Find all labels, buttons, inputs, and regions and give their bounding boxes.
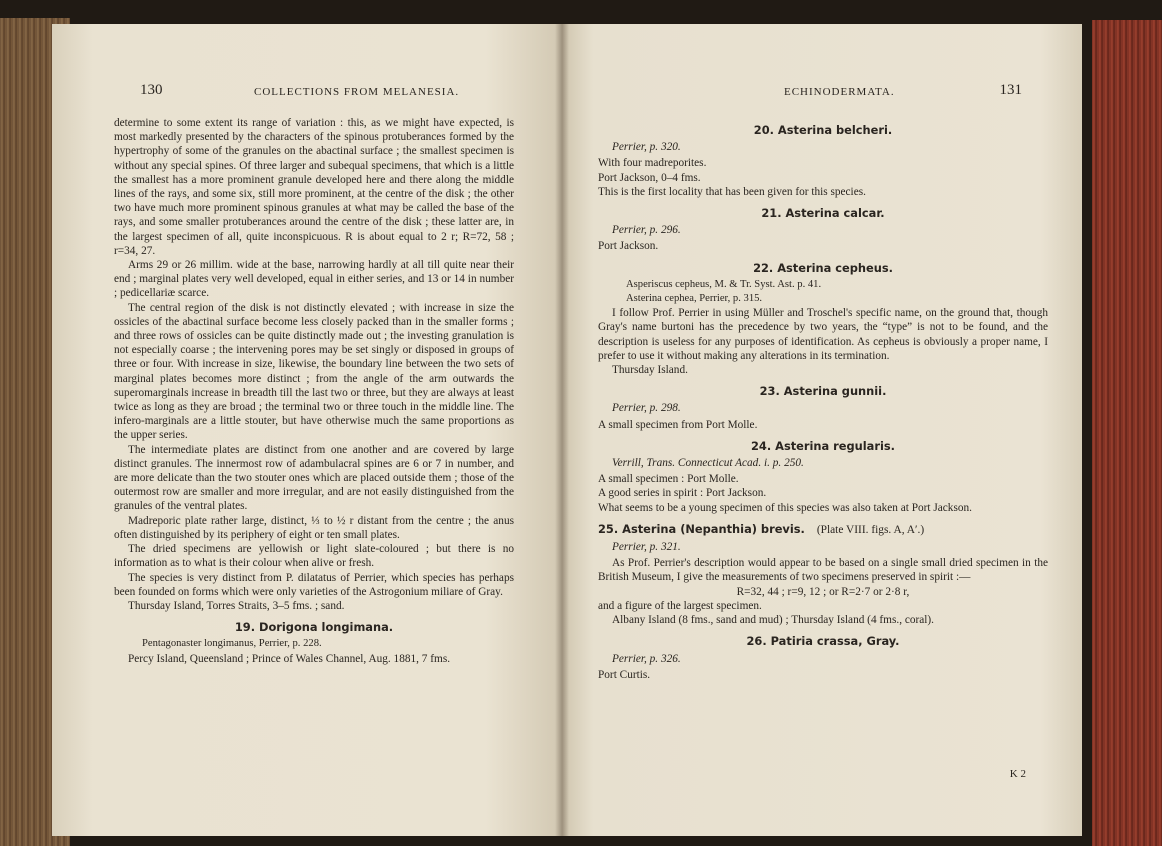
locality: Port Jackson. — [598, 240, 659, 253]
paragraph: The dried specimens are yellowish or light slate-coloured ; but there is no information as to what is their colour when alive or fresh. — [114, 543, 514, 570]
line: This is the first locality that has been given for this species. — [598, 185, 866, 198]
section-title: 25. Asterina (Nepanthia) brevis. — [598, 521, 805, 536]
reference: Perrier, p. 298. — [612, 402, 681, 415]
paragraph: determine to some extent its range of variation : this, as we might have expected, is most markedly presented by the characters of the spinous protuberances formed by the hypertrophy of some of the granules on the abactinal surface ; the smallest specimen is without any special spines. Of three larger and subequal specimens, that which is a little the smallest has a more prominent granule developed here and there along the middle lines of the rays, and some six, still more prominent, at the centre of the disk ; the other two have much more prominent spinous granules at what may be called the base of the rays, and some smaller protuberances around the centre of the disk ; these latter are, in the largest specimen of all, quite inconspicuous. R is about equal to 2 r; R=72, 58 ; r=34, 27. — [114, 117, 514, 257]
page-number: 130 — [140, 82, 163, 98]
section-heading: 24. Asterina regularis. — [750, 438, 896, 453]
locality: A small specimen from Port Molle. — [598, 418, 758, 431]
locality: Percy Island, Queensland ; Prince of Wales Channel, Aug. 1881, 7 fms. — [128, 652, 451, 665]
book-gutter — [555, 24, 569, 836]
line: With four madreporites. — [598, 157, 707, 170]
page-number: 131 — [999, 82, 1022, 98]
section-heading: 19. Dorigona longimana. — [234, 620, 394, 635]
section-heading: 26. Patiria crassa, Gray. — [746, 634, 900, 649]
right-page-edges — [1092, 20, 1162, 846]
paragraph: As Prof. Perrier's description would appear to be based on a single small dried specimen in the British Museum, I give the measurements of two specimens preserved in spirit :— — [598, 557, 1048, 584]
locality: Albany Island (8 fms., sand and mud) ; Thursday Island (4 fms., coral). — [612, 614, 934, 627]
paragraph: I follow Prof. Perrier in using Müller and Troschel's specific name, on the ground that, though Gray's name burtoni has the precedence by two years, the “type” is not to be found, and the description is useless for any purposes of identification. As cepheus is obviously a proper name, I prefer to use it without making any alterations in its termination. — [598, 307, 1048, 362]
reference: Perrier, p. 296. — [612, 224, 681, 237]
section-heading: 20. Asterina belcheri. — [753, 123, 893, 137]
text-column — [598, 116, 1048, 682]
locality: Thursday Island. — [612, 364, 688, 377]
paragraph: The intermediate plates are distinct from one another and are covered by large distinct granules. The innermost row of adambulacral spines are 6 or 7 in number, and are more delicate than the two stouter ones which are placed outside them ; those of the outermost row are smaller and more irregular, and are not easily distinguished from the granules of the ventral plates. — [114, 443, 514, 513]
paragraph: Thursday Island, Torres Straits, 3–5 fms. ; sand. — [128, 599, 345, 612]
reference: Perrier, p. 326. — [612, 652, 681, 665]
paragraph: The species is very distinct from P. dilatatus of Perrier, which species has perhaps been founded on forms which were only varieties of the Astrogonium miliare of Gray. — [114, 571, 514, 598]
line: and a figure of the largest specimen. — [598, 599, 762, 612]
section-heading: 21. Asterina calcar. — [761, 206, 885, 221]
right-page — [562, 24, 1082, 836]
section-heading: 22. Asterina cepheus. — [753, 260, 893, 275]
section-heading — [598, 522, 1048, 537]
section-heading: 23. Asterina gunnii. — [759, 384, 887, 399]
synonym: Asterina cephea, Perrier, p. 315. — [626, 293, 763, 305]
line: A good series in spirit : Port Jackson. — [598, 487, 767, 500]
reference: Perrier, p. 321. — [612, 541, 681, 554]
locality: Port Curtis. — [598, 668, 651, 681]
synonym: Pentagonaster longimanus, Perrier, p. 228. — [142, 638, 322, 650]
signature-mark: K 2 — [1009, 768, 1026, 780]
paragraph: Arms 29 or 26 millim. wide at the base, narrowing hardly at all till quite near their end ; marginal plates very well developed, equal in either series, and 13 or 14 in number ; pedicellariæ scarce. — [114, 259, 514, 300]
left-page — [52, 24, 562, 836]
reference: Perrier, p. 320. — [612, 141, 681, 154]
reference: Verrill, Trans. Connecticut Acad. i. p. 250. — [612, 457, 804, 470]
line: What seems to be a young specimen of this species was also taken at Port Jackson. — [598, 501, 972, 514]
text-column — [114, 116, 514, 666]
paragraph: The central region of the disk is not distinctly elevated ; with increase in size the ossicles of the abactinal surface become less closely packed than in the smaller forms ; and three rows of ossicles can be quite distinctly made out ; the investing granulation is not especially coarse ; the intervening pores may be set singly or disposed in groups of three or four. With increase in size, likewise, the boundary line between the two sets of marginal plates becomes more distinct ; from the angle of the arm outwards the superomarginals increase in breadth till the last two or three, but they are always at least twice as long as they are broad ; the terminal two or three touch in the middle line. The infero-marginals are a little stouter, but have otherwise much the same proportions as the upper series. — [114, 301, 514, 442]
paragraph: Madreporic plate rather large, distinct, ⅓ to ½ r distant from the centre ; the anus often distinguished by its periphery of eight or ten small plates. — [114, 514, 514, 541]
line: Port Jackson, 0–4 fms. — [598, 171, 701, 184]
measurement-formula: R=32, 44 ; r=9, 12 ; or R=2·7 or 2·8 r, — [736, 585, 910, 598]
line: A small specimen : Port Molle. — [598, 473, 739, 486]
synonym: Asperiscus cepheus, M. & Tr. Syst. Ast. p. 41. — [626, 278, 822, 290]
running-head: ECHINODERMATA. — [784, 86, 895, 98]
plate-reference: (Plate VIII. figs. A, A′.) — [816, 523, 925, 536]
running-head: COLLECTIONS FROM MELANESIA. — [254, 86, 460, 98]
